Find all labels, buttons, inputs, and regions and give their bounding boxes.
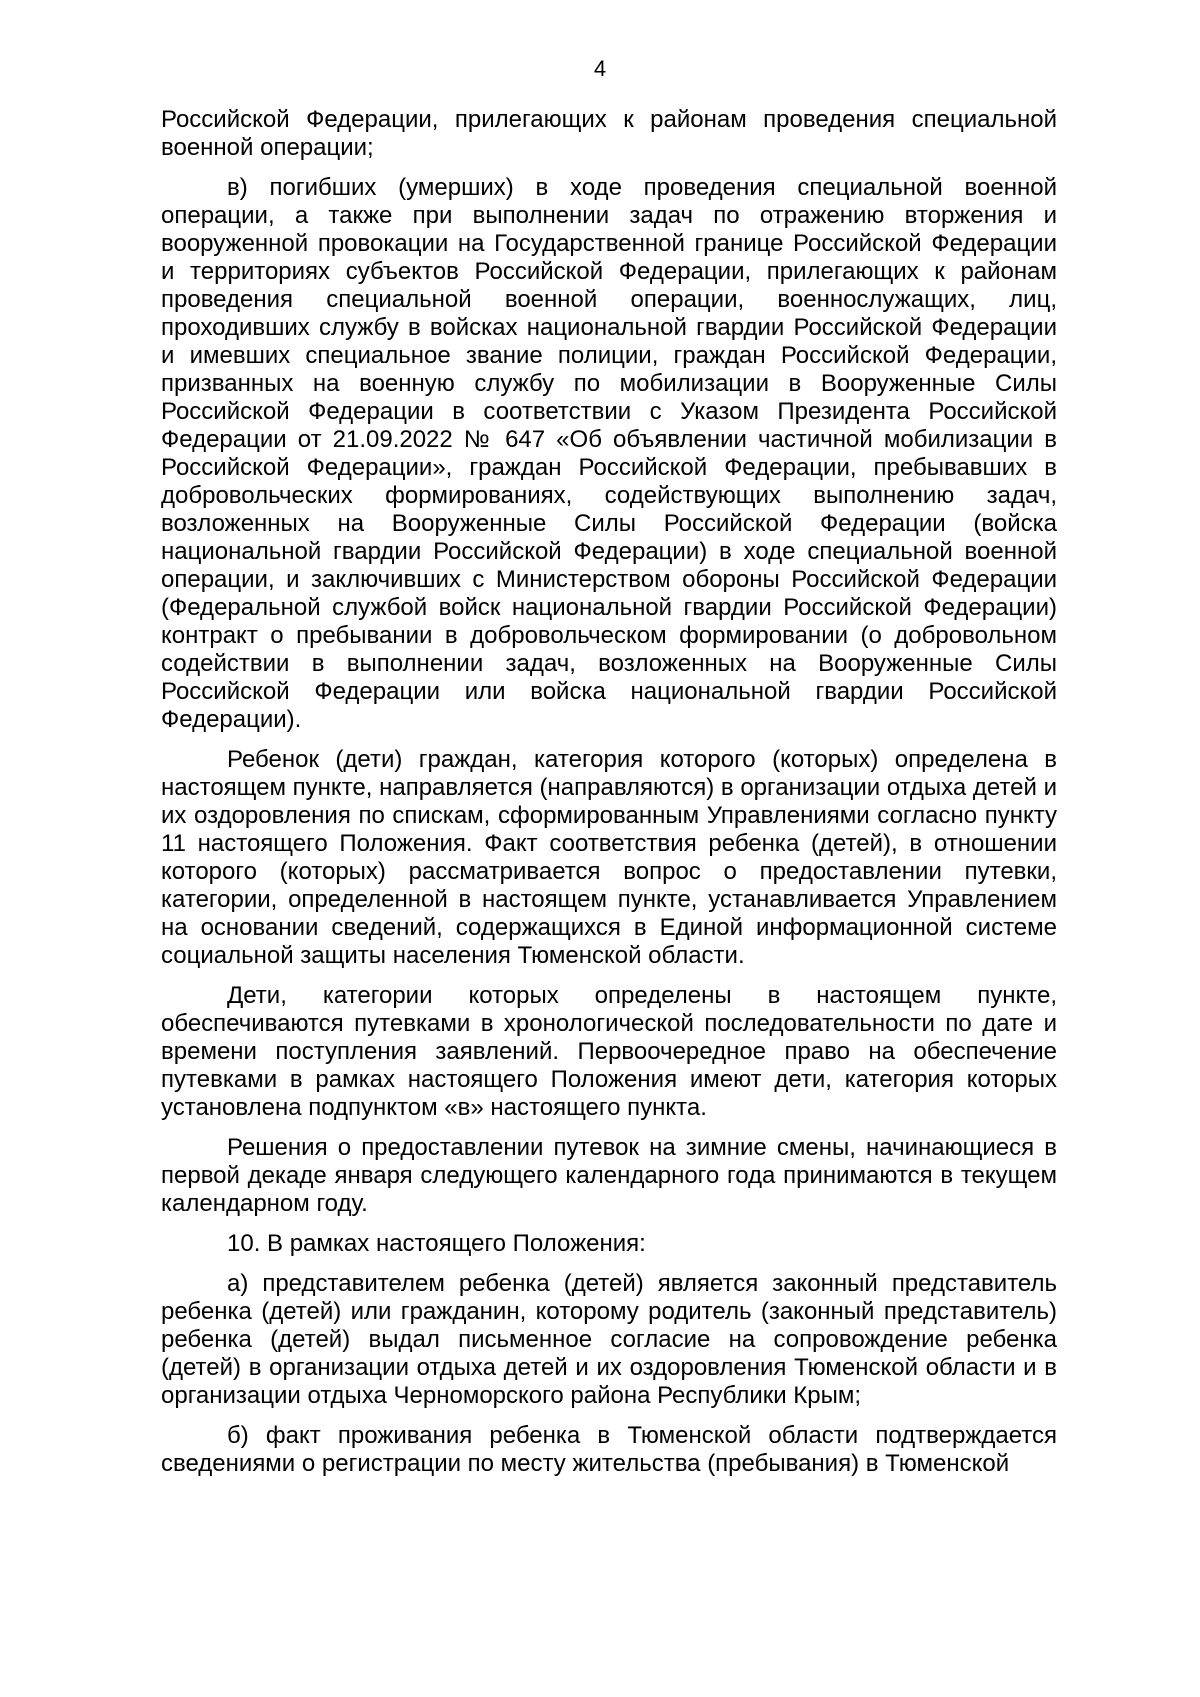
paragraph-subitem-v: в) погибших (умерших) в ходе проведения специальной военной операции, а также при выполнении задач по отражению вторжения и вооруженной провокации на Государственной границе Российской Федерации и территориях субъектов Российской Федерации, прилегающих к районам проведения специальной военной операции, военнослужащих, лиц, проходивших службу в войсках национальной гвардии Российской Федерации и имевших специальное звание полиции, граждан Российской Федерации, призванных на военную службу по мобилизации в Вооруженные Силы Российской Федерации в соответствии с Указом Президента Российской Федерации от 21.09.2022 № 647 «Об объявлении частичной мобилизации в Российской Федерации», граждан Российской Федерации, пребывавших в добровольческих формированиях, содействующих выполнению задач, возложенных на Вооруженные Силы Российской Федерации (войска национальной гвардии Российской Федерации) в ходе специальной военной операции, и заключивших с Министерством обороны Российской Федерации (Федеральной службой войск национальной гвардии Российской Федерации) контракт о пребывании в добровольческом формировании (о добровольном содействии в выполнении задач, возложенных на Вооруженные Силы Российской Федерации или войска национальной гвардии Российской Федерации). [161, 174, 1057, 733]
paragraph-children-direction: Ребенок (дети) граждан, категория которого (которых) определена в настоящем пункте, направляется (направляются) в организации отдыха детей и их оздоровления по спискам, сформированным Управлениями согласно пункту 11 настоящего Положения. Факт соответствия ребенка (детей), в отношении которого (которых) рассматривается вопрос о предоставлении путевки, категории, определенной в настоящем пункте, устанавливается Управлением на основании сведений, содержащихся в Единой информационной системе социальной защиты населения Тюменской области. [161, 746, 1057, 969]
paragraph-subitem-a: а) представителем ребенка (детей) является законный представитель ребенка (детей) или гражданин, которому родитель (законный представитель) ребенка (детей) выдал письменное согласие на сопровождение ребенка (детей) в организации отдыха детей и их оздоровления Тюменской области и в организации отдыха Черноморского района Республики Крым; [161, 1270, 1057, 1409]
paragraph-winter-shifts: Решения о предоставлении путевок на зимние смены, начинающиеся в первой декаде января следующего календарного года принимаются в текущем календарном году. [161, 1134, 1057, 1217]
paragraph-continuation: Российской Федерации, прилегающих к районам проведения специальной военной операции; [161, 106, 1057, 161]
paragraph-item-10: 10. В рамках настоящего Положения: [227, 1230, 646, 1257]
document-body [161, 106, 1057, 1490]
page-number: 4 [593, 56, 607, 81]
paragraph-provision-order: Дети, категории которых определены в настоящем пункте, обеспечиваются путевками в хронологической последовательности по дате и времени поступления заявлений. Первоочередное право на обеспечение путевками в рамках настоящего Положения имеют дети, категория которых установлена подпунктом «в» настоящего пункта. [161, 982, 1057, 1121]
paragraph-subitem-b: б) факт проживания ребенка в Тюменской области подтверждается сведениями о регистрации по месту жительства (пребывания) в Тюменской [161, 1422, 1057, 1477]
